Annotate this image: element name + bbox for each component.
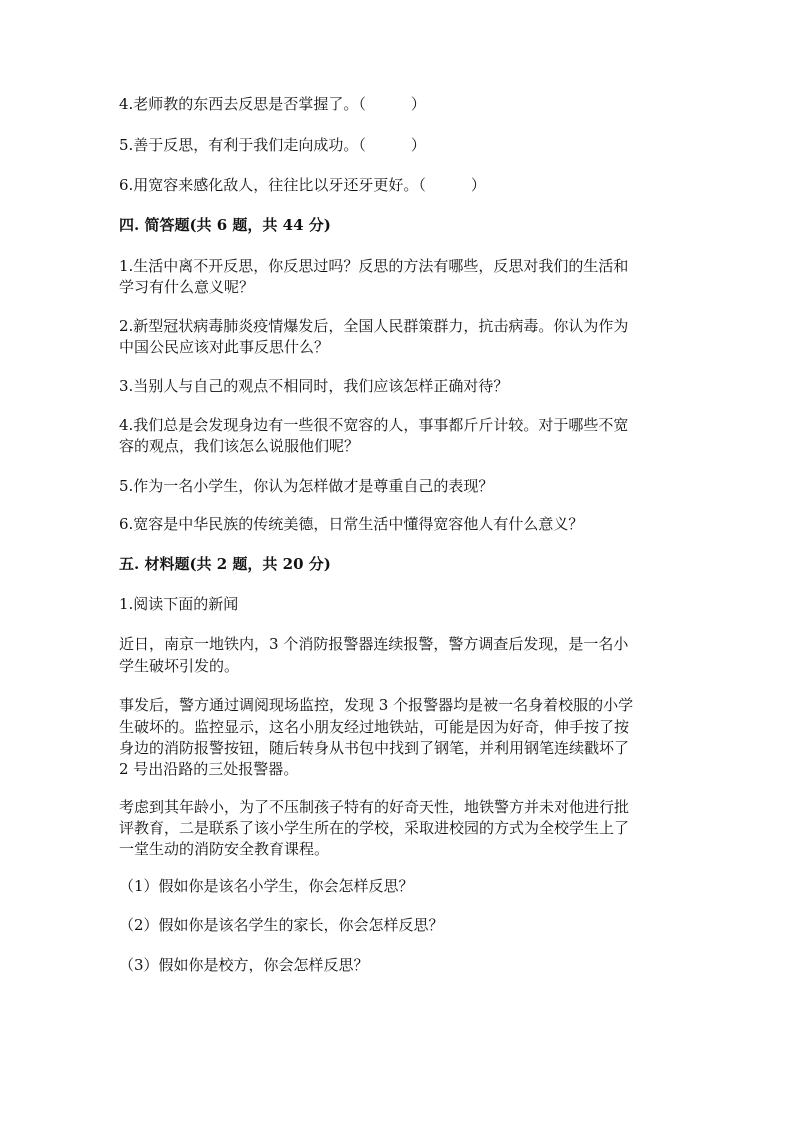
short-answer-question-3: 3.当别人与自己的观点不相同时，我们应该怎样正确对待？ <box>119 377 509 395</box>
paragraph-line: 身边的消防报警按钮，随后转身从书包中找到了钢笔，并利用钢笔连续戳坏了 <box>119 739 630 757</box>
question-line: 2.新型冠状病毒肺炎疫情爆发后，全国人民群策群力，抗击病毒。你认为作为 <box>119 317 629 335</box>
judge-item-5: 5.善于反思，有利于我们走向成功。（ ） <box>119 136 426 154</box>
question-line: 4.我们总是会发现身边有一些很不宽容的人，事事都斤斤计较。对于哪些不宽 <box>119 416 629 434</box>
paragraph-line: 一堂生动的消防安全教育课程。 <box>119 840 330 858</box>
paragraph-line: 生破坏的。监控显示，这名小朋友经过地铁站，可能是因为好奇，伸手按了按 <box>119 718 630 736</box>
material-question-1-title: 1.阅读下面的新闻 <box>119 595 239 613</box>
paragraph-line: 事发后，警方通过调阅现场监控，发现 3 个报警器均是被一名身着校服的小学 <box>119 696 634 714</box>
short-answer-question-5: 5.作为一名小学生，你认为怎样做才是尊重自己的表现？ <box>119 477 494 495</box>
section-heading-short-answer: 四. 简答题(共 6 题，共 44 分) <box>119 216 331 234</box>
question-line: 学习有什么意义呢？ <box>119 278 255 296</box>
judge-item-4: 4.老师教的东西去反思是否掌握了。（ ） <box>119 95 426 113</box>
paragraph-line: 近日，南京一地铁内，3 个消防报警器连续报警，警方调查后发现，是一名小 <box>119 635 629 653</box>
section-heading-material: 五. 材料题(共 2 题，共 20 分) <box>119 555 331 573</box>
subquestion-1: （1）假如你是该名小学生，你会怎样反思？ <box>119 877 414 895</box>
question-line: 1.生活中离不开反思，你反思过吗？反思的方法有哪些，反思对我们的生活和 <box>119 257 629 275</box>
paragraph-line: 考虑到其年龄小，为了不压制孩子特有的好奇天性，地铁警方并未对他进行批 <box>119 798 630 816</box>
paragraph-line: 2 号出沿路的三处报警器。 <box>119 760 299 778</box>
question-line: 中国公民应该对此事反思什么？ <box>119 338 330 356</box>
judge-item-6: 6.用宽容来感化敌人，往往比以牙还牙更好。（ ） <box>119 176 486 194</box>
question-line: 容的观点，我们该怎么说服他们呢？ <box>119 437 360 455</box>
short-answer-question-6: 6.宽容是中华民族的传统美德，日常生活中懂得宽容他人有什么意义？ <box>119 515 584 533</box>
subquestion-2: （2）假如你是该名学生的家长，你会怎样反思？ <box>119 916 444 934</box>
subquestion-3: （3）假如你是校方，你会怎样反思？ <box>119 956 369 974</box>
paragraph-line: 学生破坏引发的。 <box>119 657 240 675</box>
paragraph-line: 评教育，二是联系了该小学生所在的学校，采取进校园的方式为全校学生上了 <box>119 819 630 837</box>
